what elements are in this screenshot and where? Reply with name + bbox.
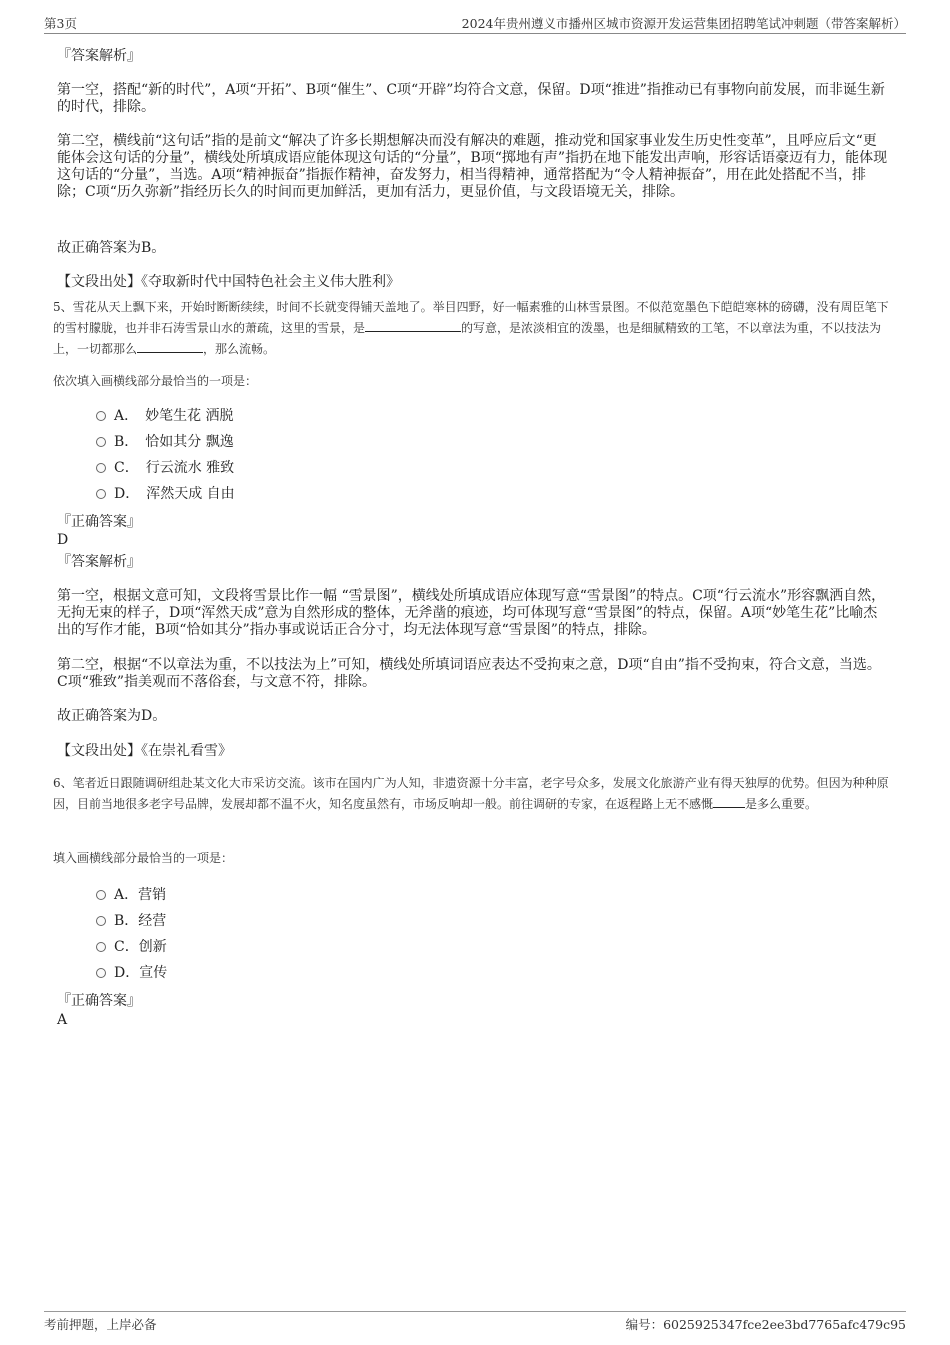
q6-correct-answer: A (57, 1012, 68, 1028)
q6-prompt: 填入画横线部分最恰当的一项是： (53, 851, 234, 865)
radio-icon[interactable] (96, 968, 106, 978)
q5-question (53, 297, 893, 360)
radio-icon[interactable] (96, 489, 106, 499)
q5-correct-label: 『正确答案』 (57, 514, 141, 530)
q5-blank-2 (137, 340, 203, 353)
q5-option-b[interactable] (96, 433, 234, 451)
radio-icon[interactable] (96, 890, 106, 900)
q6-question (53, 773, 893, 815)
option-label: B．经营 (114, 913, 167, 929)
q6-option-d[interactable] (96, 964, 167, 982)
q4-analysis-para2: 第二空，横线前“这句话”指的是前文“解决了许多长期想解决而没有解决的难题，推动党和国家事业发生历史性变革”，且呼应后文“更能体会这句话的分量”，横线处所填成语应能体现这句话的“分量”，B项“掷地有声”指扔在地下能发出声响，形容话语豪迈有力，能体现这句话的“分量”，当选。A项“精神振奋”指振作精神，奋发努力，相当得精神，通常搭配为“令人精神振奋”，用在此处搭配不当，排除；C项“历久弥新”指经历长久的时间而更加鲜活，更加有活力，更显价值，与文段语境无关，排除。 (57, 133, 888, 200)
q5-text-part2: 的写意，是浓淡相宜的泼墨，也是细腻精致的工笔，不以章法为重，不以技法为上，一切都那么 (53, 321, 882, 356)
q5-prompt: 依次填入画横线部分最恰当的一项是： (53, 374, 258, 388)
page-header (44, 14, 906, 34)
q6-option-a[interactable] (96, 886, 166, 904)
option-label: A．营销 (114, 887, 167, 903)
q5-conclusion: 故正确答案为D。 (57, 708, 167, 724)
radio-icon[interactable] (96, 942, 106, 952)
q5-text-part1: 5、雪花从天上飘下来，开始时断断续续，时间不长就变得铺天盖地了。举目四野，好一幅素雅的山林雪景图。不似范宽墨色下皑皑寒林的磅礴，没有周臣笔下的雪村朦胧，也并非石涛雪景山水的萧疏，这里的雪景，是 (53, 300, 889, 335)
q4-analysis-label: 『答案解析』 (57, 48, 141, 64)
option-label: B． 恰如其分 飘逸 (114, 434, 234, 450)
q5-analysis-para1: 第一空，根据文意可知，文段将雪景比作一幅 “雪景图”，横线处所填成语应体现写意“雪景图”的特点。C项“行云流水”形容飘洒自然，无拘无束的样子，D项“浑然天成”意为自然形成的整体，无斧凿的痕迹，均可体现写意“雪景图”的特点，保留。A项“妙笔生花”比喻杰出的写作才能，B项“恰如其分”指办事或说话正合分寸，均无法体现写意“雪景图”的特点，排除。 (57, 588, 886, 638)
q6-option-c[interactable] (96, 938, 167, 956)
option-label: C．创新 (114, 939, 167, 955)
q6-option-b[interactable] (96, 912, 166, 930)
q5-analysis-label: 『答案解析』 (57, 554, 141, 570)
q5-correct-answer: D (57, 532, 69, 548)
q5-blank-1 (365, 319, 461, 332)
radio-icon[interactable] (96, 463, 106, 473)
q6-text-part2: 是多么重要。 (745, 797, 818, 811)
q5-analysis-para2: 第二空，根据“不以章法为重，不以技法为上”可知，横线处所填词语应表达不受拘束之意，D项“自由”指不受拘束，符合文意，当选。C项“雅致”指美观而不落俗套，与文意不符，排除。 (57, 657, 881, 690)
option-label: D．宣传 (114, 965, 168, 981)
q4-analysis-para1: 第一空，搭配“新的时代”，A项“开拓”、B项“催生”、C项“开辟”均符合文意，保留。D项“推进”指推动已有事物向前发展，而非诞生新的时代，排除。 (57, 82, 885, 115)
q5-source: 【文段出处】《在崇礼看雪》 (57, 743, 232, 759)
page-number: 第3页 (44, 16, 77, 31)
footer-slogan: 考前押题，上岸必备 (44, 1317, 157, 1332)
radio-icon[interactable] (96, 437, 106, 447)
q5-text-part3: ，那么流畅。 (203, 342, 276, 356)
option-label: C． 行云流水 雅致 (114, 460, 235, 476)
q4-conclusion: 故正确答案为B。 (57, 240, 166, 256)
radio-icon[interactable] (96, 916, 106, 926)
document-title: 2024年贵州遵义市播州区城市资源开发运营集团招聘笔试冲刺题（带答案解析） (461, 16, 906, 31)
option-label: A． 妙笔生花 洒脱 (114, 408, 234, 424)
q5-option-c[interactable] (96, 459, 234, 477)
document-id: 编号：6025925347fce2ee3bd7765afc479c95 (625, 1317, 906, 1332)
option-label: D． 浑然天成 自由 (114, 486, 235, 502)
q6-text-part1: 6、笔者近日跟随调研组赴某文化大市采访交流。该市在国内广为人知，非遗资源十分丰富，老字号众多，发展文化旅游产业有得天独厚的优势。但因为种种原因，目前当地很多老字号品牌，发展却都不温不火，知名度虽然有，市场反响却一般。前往调研的专家，在返程路上无不感慨 (53, 776, 889, 811)
q5-option-d[interactable] (96, 485, 235, 503)
page-footer (44, 1311, 906, 1332)
q6-blank (713, 795, 745, 808)
q5-option-a[interactable] (96, 407, 234, 425)
q4-source: 【文段出处】《夺取新时代中国特色社会主义伟大胜利》 (57, 274, 400, 290)
radio-icon[interactable] (96, 411, 106, 421)
q6-correct-label: 『正确答案』 (57, 993, 141, 1009)
